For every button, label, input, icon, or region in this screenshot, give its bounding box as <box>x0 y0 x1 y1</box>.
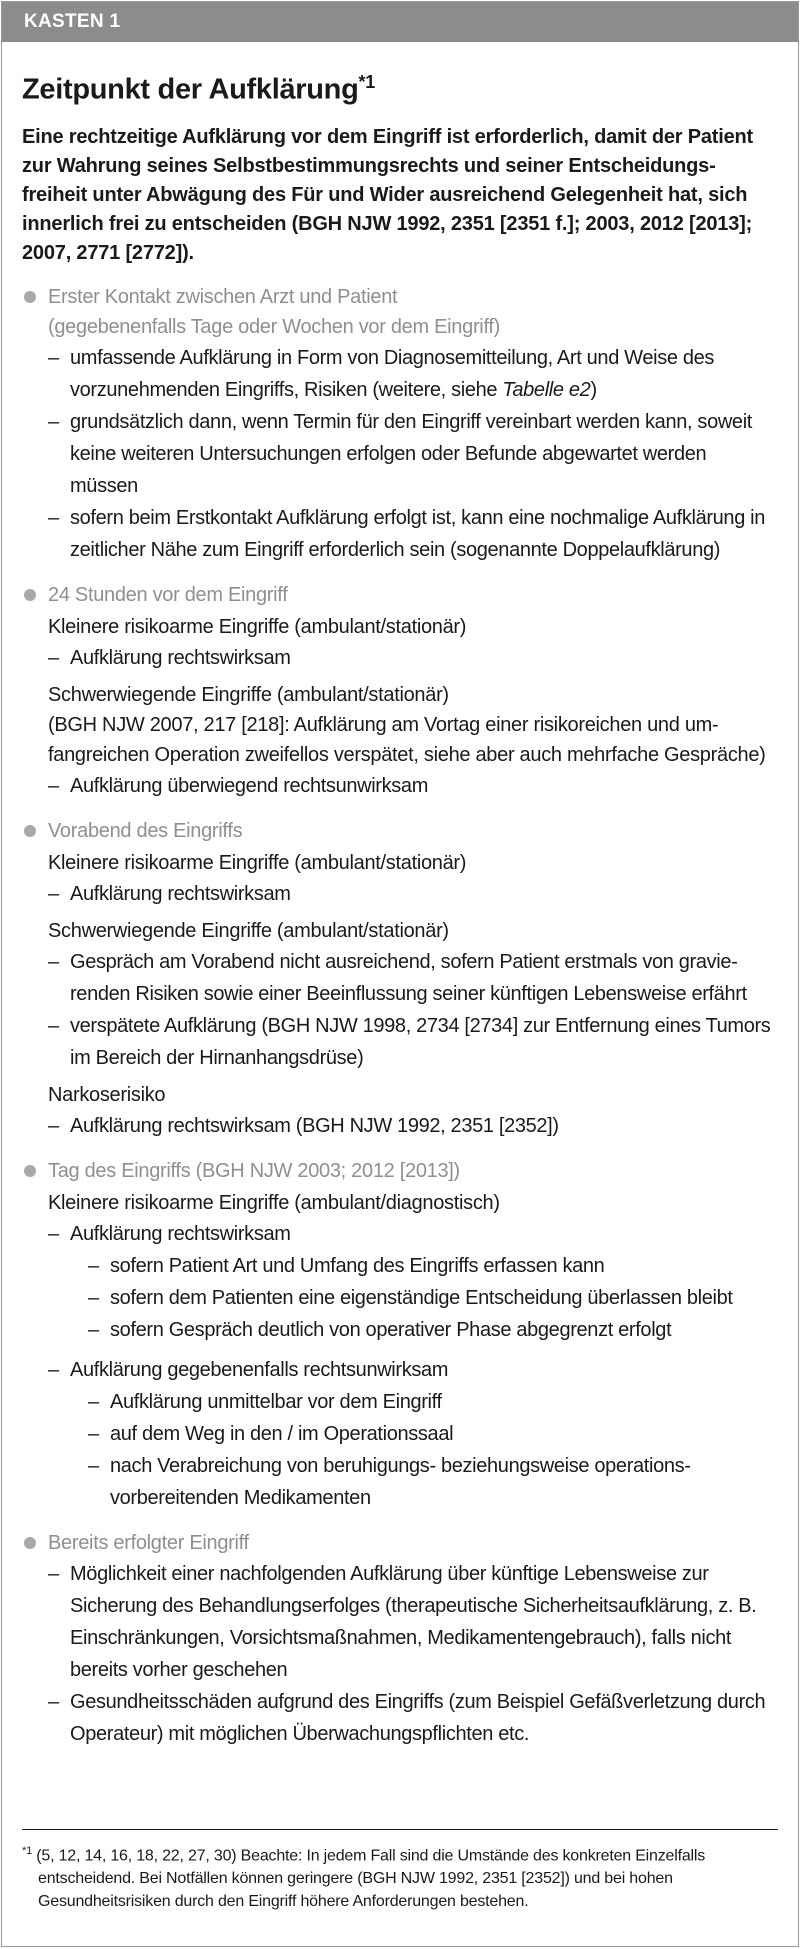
list-item <box>48 770 778 802</box>
item-text: Möglichkeit einer nachfolgenden Aufklärung über künftige Lebensweise zur Sicherung des Behandlungserfolges (therapeutische Sicherheitsaufklärung, z. B. Einschränkungen, Vorsichtsmaßnahmen, Medikamentengebrauch), falls nicht bereits vorher geschehen <box>70 1562 757 1681</box>
citation-text: (BGH NJW 2007, 217 [218]: Aufklärung am Vortag einer risikoreichen und um-fangreichen Operation zweifellos verspätet, siehe aber auch mehrfache Gespräche) <box>48 713 766 766</box>
dash-marker: – <box>88 1390 99 1413</box>
dash-marker: – <box>88 1318 99 1341</box>
item-text: Gesundheitsschäden aufgrund des Eingriffs (zum Beispiel Gefäßverletzung durch Operateur) mit möglichen Überwachungspflichten etc. <box>70 1690 766 1745</box>
item-text: verspätete Aufklärung (BGH NJW 1998, 2734 [2734] zur Entfernung eines Tumors im Bereich der Hirnanhangsdrüse) <box>70 1014 771 1069</box>
nested-list-item <box>48 1386 778 1418</box>
subheading: Kleinere risikoarme Eingriffe (ambulant/diagnostisch) <box>48 1191 500 1214</box>
item-text: Aufklärung rechtswirksam <box>70 646 291 669</box>
footnote-body: (5, 12, 14, 16, 18, 22, 27, 30) Beachte: In jedem Fall sind die Umstände des konkreten Einzelfalls entscheidend. Bei Notfällen können geringere (BGH NJW 1992, 2351 [2352]) und bei hohen Gesundheitsrisiken durch den Eingriff höhere Anforderungen bestehen. <box>32 1847 706 1911</box>
item-text: Aufklärung rechtswirksam (BGH NJW 1992, 2351 [2352]) <box>70 1114 559 1137</box>
list-item <box>48 1354 778 1386</box>
dash-marker: – <box>48 1114 59 1137</box>
section-24-hours <box>22 580 778 802</box>
dash-marker: – <box>48 410 59 433</box>
dash-marker: – <box>48 1690 59 1713</box>
section-title: Tag des Eingriffs (BGH NJW 2003; 2012 [2013]) <box>48 1159 460 1182</box>
item-text: sofern Patient Art und Umfang des Eingriffs erfassen kann <box>110 1254 605 1277</box>
footnote <box>22 1829 778 1913</box>
section-first-contact <box>22 282 778 566</box>
list-item <box>48 502 778 566</box>
list-item <box>48 406 778 502</box>
subheading: Schwerwiegende Eingriffe (ambulant/stationär) <box>48 683 449 706</box>
section-after-surgery <box>22 1528 778 1750</box>
nested-list-item <box>48 1418 778 1450</box>
footnote-text <box>22 1840 778 1913</box>
dash-marker: – <box>48 882 59 905</box>
section-subtitle: (gegebenenfalls Tage oder Wochen vor dem Eingriff) <box>48 315 500 338</box>
item-text: nach Verabreichung von beruhigungs- beziehungsweise operations-vorbereitenden Medikamenten <box>110 1454 691 1509</box>
list-item <box>48 878 778 910</box>
bullet-icon <box>24 1537 36 1549</box>
dash-marker: – <box>88 1286 99 1309</box>
section-evening-before <box>22 816 778 1142</box>
list-item <box>48 1686 778 1750</box>
box-content <box>2 42 798 1750</box>
item-text: Aufklärung rechtswirksam <box>70 1222 291 1245</box>
list-item <box>48 1110 778 1142</box>
item-text-end: ) <box>590 378 597 401</box>
dash-marker: – <box>48 1222 59 1245</box>
dash-marker: – <box>48 1014 59 1037</box>
list-item <box>48 1558 778 1686</box>
dash-marker: – <box>48 950 59 973</box>
dash-marker: – <box>48 506 59 529</box>
item-text: grundsätzlich dann, wenn Termin für den Eingriff vereinbart werden kann, soweit keine weiteren Untersuchungen erfolgen oder Befunde abgewartet werden müssen <box>70 410 753 497</box>
nested-list-item <box>48 1314 778 1346</box>
item-text: auf dem Weg in den / im Operationssaal <box>110 1422 454 1445</box>
dash-marker: – <box>88 1422 99 1445</box>
title-footnote-marker: *1 <box>358 72 375 92</box>
nested-list-item <box>48 1282 778 1314</box>
table-reference: Tabelle e2 <box>502 378 591 401</box>
intro-paragraph: Eine rechtzeitige Aufklärung vor dem Eingriff ist erforderlich, damit der Patient zur Wahrung seines Selbstbestimmungsrechts und seiner Entscheidungs-freiheit unter Abwägung des Für und Wider ausreichend Gelegenheit hat, sich innerlich frei zu entscheiden (BGH NJW 1992, 2351 [2351 f.]; 2003, 2012 [2013]; 2007, 2771 [2772]). <box>22 125 753 264</box>
item-text: sofern beim Erstkontakt Aufklärung erfolgt ist, kann eine nochmalige Aufklärung in zeitlicher Nähe zum Eingriff erforderlich sein (sogenannte Doppelaufklärung) <box>70 506 766 561</box>
box-label: KASTEN 1 <box>2 2 798 42</box>
item-text: Aufklärung rechtswirksam <box>70 882 291 905</box>
footnote-marker: *1 <box>22 1845 32 1857</box>
item-text: umfassende Aufklärung in Form von Diagnosemitteilung, Art und Weise des vorzunehmenden Eingriffs, Risiken (weitere, siehe <box>70 346 715 401</box>
item-text: Aufklärung gegebenenfalls rechtsunwirksam <box>70 1358 449 1381</box>
list-item <box>48 342 778 406</box>
subheading: Kleinere risikoarme Eingriffe (ambulant/stationär) <box>48 615 467 638</box>
bullet-icon <box>24 589 36 601</box>
subheading: Narkoserisiko <box>48 1083 166 1106</box>
nested-list-item <box>48 1250 778 1282</box>
dash-marker: – <box>48 1358 59 1381</box>
dash-marker: – <box>48 646 59 669</box>
section-day-of-surgery <box>22 1156 778 1514</box>
dash-marker: – <box>48 774 59 797</box>
dash-marker: – <box>48 346 59 369</box>
item-text: Gespräch am Vorabend nicht ausreichend, sofern Patient erstmals von gravie-renden Risiken sowie einer Beeinflussung seiner künftigen Lebensweise erfährt <box>70 950 747 1005</box>
bullet-icon <box>24 825 36 837</box>
subheading: Schwerwiegende Eingriffe (ambulant/stationär) <box>48 919 449 942</box>
dash-marker: – <box>48 1562 59 1585</box>
title-text: Zeitpunkt der Aufklärung <box>22 73 359 106</box>
item-text: Aufklärung unmittelbar vor dem Eingriff <box>110 1390 442 1413</box>
list-item <box>48 1010 778 1074</box>
bullet-icon <box>24 291 36 303</box>
nested-list-item <box>48 1450 778 1514</box>
box-title <box>22 72 778 107</box>
bullet-icon <box>24 1165 36 1177</box>
section-title: Vorabend des Eingriffs <box>48 819 243 842</box>
section-title: Erster Kontakt zwischen Arzt und Patient <box>48 285 398 308</box>
item-text: sofern dem Patienten eine eigenständige Entscheidung überlassen bleibt <box>110 1286 733 1309</box>
section-title: Bereits erfolgter Eingriff <box>48 1531 249 1554</box>
item-text: sofern Gespräch deutlich von operativer Phase abgegrenzt erfolgt <box>110 1318 672 1341</box>
item-text: Aufklärung überwiegend rechtsunwirksam <box>70 774 428 797</box>
dash-marker: – <box>88 1254 99 1277</box>
dash-marker: – <box>88 1454 99 1477</box>
subheading: Kleinere risikoarme Eingriffe (ambulant/stationär) <box>48 851 467 874</box>
list-item <box>48 642 778 674</box>
list-item <box>48 1218 778 1250</box>
list-item <box>48 946 778 1010</box>
info-box <box>1 1 799 1947</box>
section-title: 24 Stunden vor dem Eingriff <box>48 583 288 606</box>
